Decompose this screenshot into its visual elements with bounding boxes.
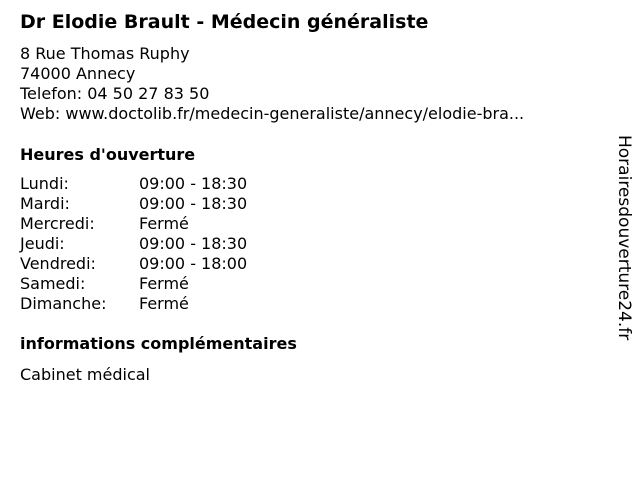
hours-row-monday [20, 174, 247, 194]
address-street: 8 Rue Thomas Ruphy [20, 44, 190, 63]
hours-time: 09:00 - 18:30 [139, 234, 248, 253]
hours-time: 09:00 - 18:30 [139, 194, 248, 213]
hours-row-thursday [20, 234, 247, 254]
phone-number: Telefon: 04 50 27 83 50 [20, 84, 210, 103]
hours-row-saturday [20, 274, 247, 294]
hours-time: Fermé [139, 294, 189, 313]
opening-hours-heading: Heures d'ouverture [20, 145, 196, 164]
hours-time: 09:00 - 18:00 [139, 254, 248, 273]
hours-row-tuesday [20, 194, 247, 214]
website-link[interactable]: Web: www.doctolib.fr/medecin-generaliste/annecy/elodie-bra... [20, 104, 525, 123]
hours-day: Dimanche: [20, 294, 107, 313]
hours-row-wednesday [20, 214, 247, 234]
hours-row-sunday [20, 294, 247, 314]
site-brand-vertical [611, 135, 635, 375]
opening-hours-table [20, 174, 247, 314]
additional-info-text: Cabinet médical [20, 365, 150, 384]
hours-day: Samedi: [20, 274, 86, 293]
site-brand-text: Horairesdouverture24.fr [614, 135, 634, 341]
address-block [20, 44, 524, 124]
hours-day: Mardi: [20, 194, 70, 213]
hours-day: Mercredi: [20, 214, 95, 233]
address-city: 74000 Annecy [20, 64, 136, 83]
additional-info-heading: informations complémentaires [20, 334, 297, 353]
hours-row-friday [20, 254, 247, 274]
hours-day: Jeudi: [20, 234, 65, 253]
page-title: Dr Elodie Brault - Médecin généraliste [20, 11, 429, 33]
hours-day: Vendredi: [20, 254, 96, 273]
hours-time: Fermé [139, 274, 189, 293]
hours-time: 09:00 - 18:30 [139, 174, 248, 193]
hours-time: Fermé [139, 214, 189, 233]
hours-day: Lundi: [20, 174, 69, 193]
